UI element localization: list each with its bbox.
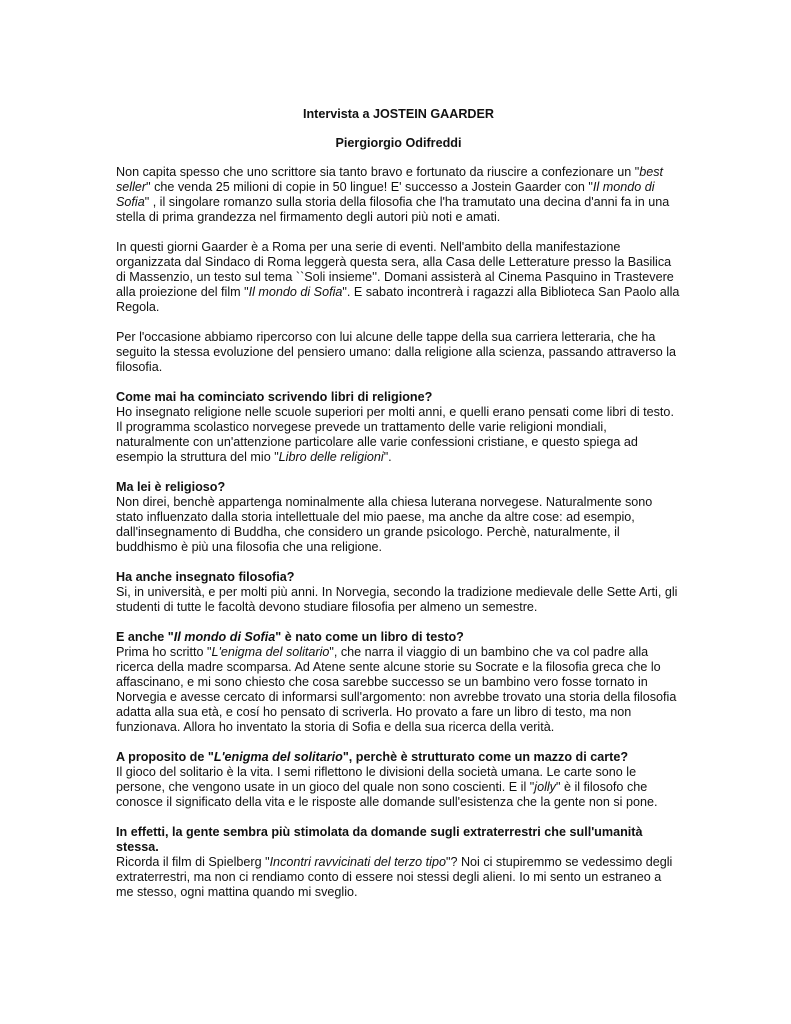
question-5: [116, 750, 681, 765]
question-1: Come mai ha cominciato scrivendo libri di religione?: [116, 390, 433, 404]
answer-1-text-2: ".: [383, 450, 392, 464]
intro-paragraph-3: [116, 330, 681, 375]
answer-4-italic: L'enigma del solitario: [211, 645, 330, 659]
document-author: Piergiorgio Odifreddi: [335, 136, 462, 150]
question-6: In effetti, la gente sembra più stimolata da domande sugli extraterrestri che sull'umanità stessa.: [116, 825, 643, 854]
answer-4-text-2: ", che narra il viaggio di un bambino che va col padre alla ricerca della madre scomparsa. Ad Atene sente alcune storie su Socrate e la filosofia greca che lo affascinano, e mi sono chiesto che cosa sarebbe successo se un bambino vero fosse tornato in Norvegia e avesse cercato di informarsi sull'argomento: non avrebbe trovato una storia della filosofia adatta alla sua età, e cosí ho pensato di scriverla. Ho provato a fare un libro di testo, ma non funzionava. Allora ho inventato la storia di Sofia e della sua ricerca della verità.: [116, 645, 677, 734]
question-5-italic: L'enigma del solitario: [213, 750, 343, 764]
question-2: Ma lei è religioso?: [116, 480, 226, 494]
answer-2: Non direi, benchè appartenga nominalmente alla chiesa luterana norvegese. Naturalmente sono stato influenzato dalla storia intellettuale del mio paese, ma anche da altre cose: ad esempio, dall'insegnamento di Buddha, che considero un grande psicologo. Perchè, naturalmente, il buddhismo è più una filosofia che una religione.: [116, 495, 653, 554]
answer-6: [116, 855, 681, 900]
answer-4-text-1: Prima ho scritto ": [116, 645, 212, 659]
intro-paragraph-1: [116, 165, 681, 225]
answer-5: [116, 765, 681, 810]
intro-1-italic-2: Il mondo di Sofia: [116, 180, 655, 209]
answer-6-italic: Incontri ravvicinati del terzo tipo: [269, 855, 446, 869]
intro-2-text-2: ". E sabato incontrerà i ragazzi alla Biblioteca San Paolo alla Regola.: [116, 285, 680, 314]
intro-1-text-2: " che venda 25 milioni di copie in 50 lingue! E' successo a Jostein Gaarder con ": [146, 180, 593, 194]
question-4-text-2: " è nato come un libro di testo?: [275, 630, 464, 644]
intro-2-italic-1: Il mondo di Sofia: [248, 285, 343, 299]
intro-1-text-3: " , il singolare romanzo sulla storia della filosofia che l'ha tramutato una decina d'anni fa in una stella di prima grandezza nel firmamento degli autori più noti e amati.: [116, 195, 670, 224]
answer-1: [116, 405, 681, 465]
question-5-text-2: ", perchè è strutturato come un mazzo di carte?: [342, 750, 629, 764]
answer-1-italic: Libro delle religioni: [278, 450, 384, 464]
document-title: Intervista a JOSTEIN GAARDER: [302, 107, 495, 121]
answer-6-text-1: Ricorda il film di Spielberg ": [116, 855, 270, 869]
answer-1-text-1: Ho insegnato religione nelle scuole superiori per molti anni, e quelli erano pensati come libri di testo. Il programma scolastico norvegese prevede un trattamento delle varie religioni mondiali, naturalmente con un'attenzione particolare alle varie confessioni cristiane, e questo spiega ad esempio la struttura del mio ": [116, 405, 674, 464]
answer-5-text-1: Il gioco del solitario è la vita. I semi riflettono le divisioni della società umana. Le carte sono le persone, che vengono usate in un gioco del quale non sono coscienti. E il ": [116, 765, 637, 794]
intro-1-italic-1: best seller: [116, 165, 664, 194]
intro-2-text-1: In questi giorni Gaarder è a Roma per una serie di eventi. Nell'ambito della manifestazione organizzata dal Sindaco di Roma leggerà questa sera, alla Casa delle Letterature presso la Basilica di Massenzio, un testo sul tema ``Soli insieme''. Domani assisterà al Cinema Pasquino in Trastevere alla proiezione del film ": [116, 240, 674, 299]
answer-5-italic: jolly: [534, 780, 556, 794]
document-page: [116, 107, 681, 915]
question-3: Ha anche insegnato filosofia?: [116, 570, 295, 584]
answer-3: Si, in università, e per molti più anni. In Norvegia, secondo la tradizione medievale delle Sette Arti, gli studenti di tutte le facoltà devono studiare filosofia per almeno un semestre.: [116, 585, 678, 614]
question-5-text-1: A proposito de ": [116, 750, 214, 764]
answer-6-text-2: "? Noi ci stupiremmo se vedessimo degli extraterrestri, ma non ci rendiamo conto di essere noi stessi degli alieni. Io mi sento un estraneo a me stesso, ogni mattina quando mi sveglio.: [116, 855, 673, 899]
question-4: [116, 630, 681, 645]
question-4-italic: Il mondo di Sofia: [173, 630, 276, 644]
answer-5-text-2: " è il filosofo che conosce il significato della vita e le risposte alle domande sull'esistenza che la gente non si pone.: [116, 780, 658, 809]
intro-3-text-1: Per l'occasione abbiamo ripercorso con lui alcune delle tappe della sua carriera letteraria, che ha seguito la stessa evoluzione del pensiero umano: dalla religione alla scienza, passando attraverso la filosofia.: [116, 330, 677, 374]
intro-paragraph-2: [116, 240, 681, 315]
answer-4: [116, 645, 681, 735]
question-4-text-1: E anche ": [116, 630, 174, 644]
intro-1-text-1: Non capita spesso che uno scrittore sia tanto bravo e fortunato da riuscire a confezionare un ": [116, 165, 640, 179]
